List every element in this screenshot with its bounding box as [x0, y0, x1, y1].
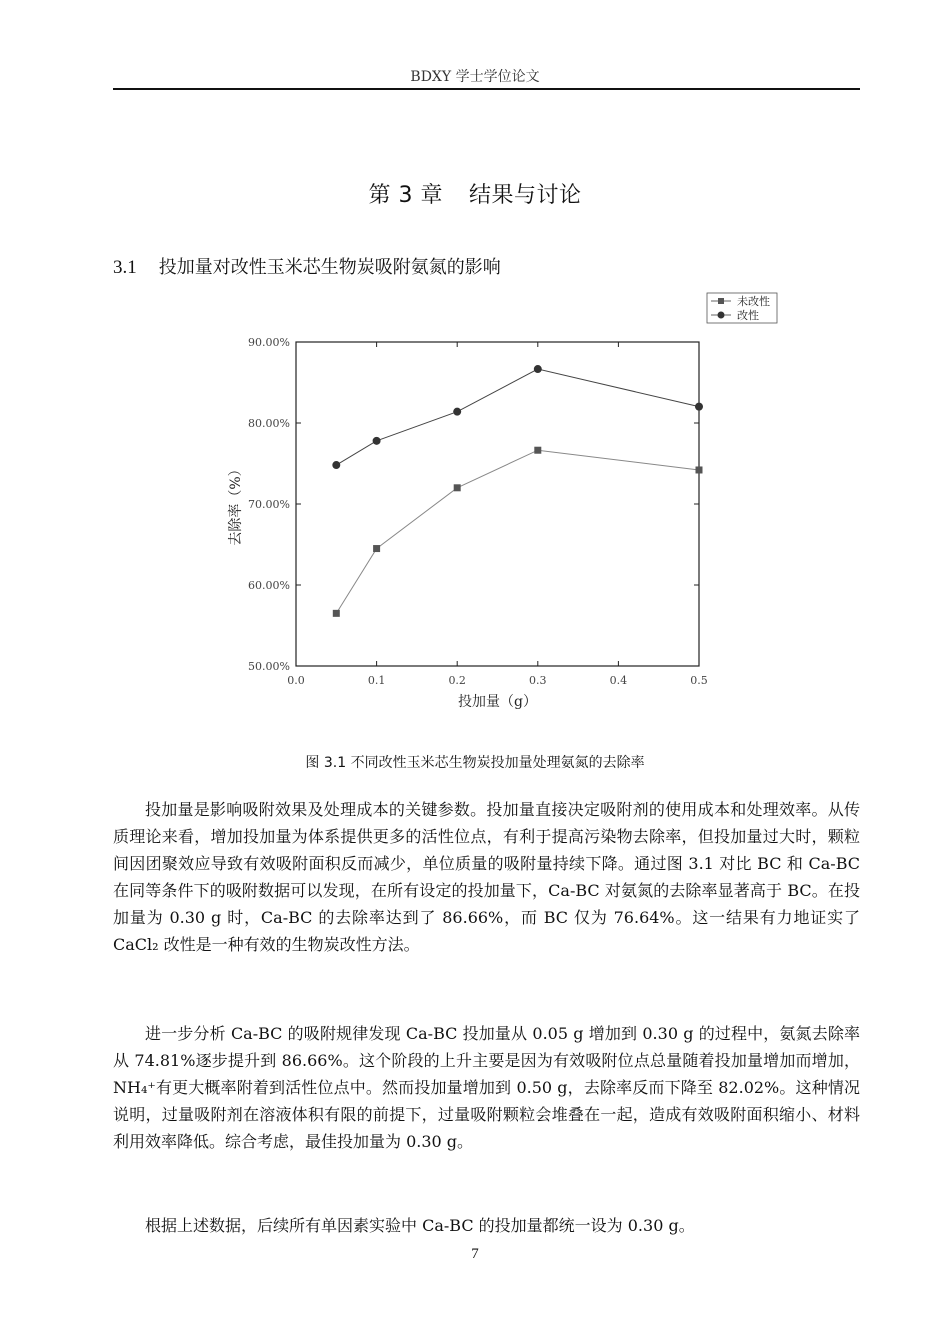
header-rule: [113, 88, 860, 90]
x-tick-label: 0.1: [367, 674, 386, 687]
series-line-0: [336, 450, 699, 613]
y-tick-label: 90.00%: [248, 336, 290, 349]
legend-label: 改性: [737, 309, 759, 322]
y-tick-label: 50.00%: [248, 660, 290, 673]
data-point-square: [454, 484, 461, 491]
x-tick-label: 0.2: [448, 674, 466, 687]
data-point-square: [373, 545, 380, 552]
y-tick-label: 80.00%: [248, 417, 290, 430]
legend-label: 未改性: [737, 295, 770, 308]
x-tick-label: 0.0: [287, 674, 305, 687]
y-tick-label: 70.00%: [248, 498, 290, 511]
page-header: BDXY 学士学位论文: [410, 69, 540, 85]
data-point-circle: [373, 437, 381, 445]
chapter-heading: [0, 178, 950, 209]
data-point-circle: [332, 461, 340, 469]
series-line-1: [336, 369, 699, 465]
legend-marker-circle: [718, 312, 725, 319]
data-point-circle: [695, 403, 703, 411]
chapter-number: 第 3 章: [368, 183, 443, 208]
section-heading: [113, 253, 501, 279]
paragraph-1: 投加量是影响吸附效果及处理成本的关键参数。投加量直接决定吸附剂的使用成本和处理效率。从传质理论来看，增加投加量为体系提供更多的活性位点，有利于提高污染物去除率，但投加量过大时，颗粒间因团聚效应导致有效吸附面积反而减少，单位质量的吸附量持续下降。通过图 3.1 对比 BC 和 Ca-BC 在同等条件下的吸附数据可以发现，在所有设定的投加量下，Ca-BC 对氨氮的去除率显著高于 BC。在投加量为 0.30 g 时，Ca-BC 的去除率达到了 86.66%，而 BC 仅为 76.64%。这一结果有力地证实了 CaCl₂ 改性是一种有效的生物炭改性方法。: [113, 800, 860, 954]
x-tick-label: 0.3: [529, 674, 547, 687]
section-number: 3.1: [113, 257, 137, 278]
removal-rate-chart: [210, 288, 790, 728]
paragraph-3: 根据上述数据，后续所有单因素实验中 Ca-BC 的投加量都统一设为 0.30 g。: [145, 1216, 695, 1235]
data-point-circle: [534, 365, 542, 373]
x-tick-label: 0.5: [690, 674, 708, 687]
x-tick-label: 0.4: [609, 674, 628, 687]
section-title: 投加量对改性玉米芯生物炭吸附氨氮的影响: [158, 257, 501, 278]
figure-caption: 图 3.1 不同改性玉米芯生物炭投加量处理氨氮的去除率: [305, 755, 645, 771]
data-point-square: [696, 466, 703, 473]
y-tick-label: 60.00%: [248, 579, 290, 592]
legend-marker-square: [718, 298, 724, 304]
data-point-circle: [453, 408, 461, 416]
data-point-square: [333, 610, 340, 617]
page-number: 7: [471, 1246, 479, 1262]
y-axis-label: 去除率（%）: [228, 462, 244, 546]
data-point-square: [534, 447, 541, 454]
chapter-title: 结果与讨论: [468, 183, 582, 208]
paragraph-2: 进一步分析 Ca-BC 的吸附规律发现 Ca-BC 投加量从 0.05 g 增加到 0.30 g 的过程中，氨氮去除率从 74.81%逐步提升到 86.66%。这个阶段的上升主要是因为有效吸附位点总量随着投加量增加而增加，NH₄⁺有更大概率附着到活性位点中。然而投加量增加到 0.50 g，去除率反而下降至 82.02%。这种情况说明，过量吸附剂在溶液体积有限的前提下，过量吸附颗粒会堆叠在一起，造成有效吸附面积缩小、材料利用效率降低。综合考虑，最佳投加量为 0.30 g。: [113, 1024, 860, 1151]
x-axis-label: 投加量（g）: [458, 694, 537, 710]
